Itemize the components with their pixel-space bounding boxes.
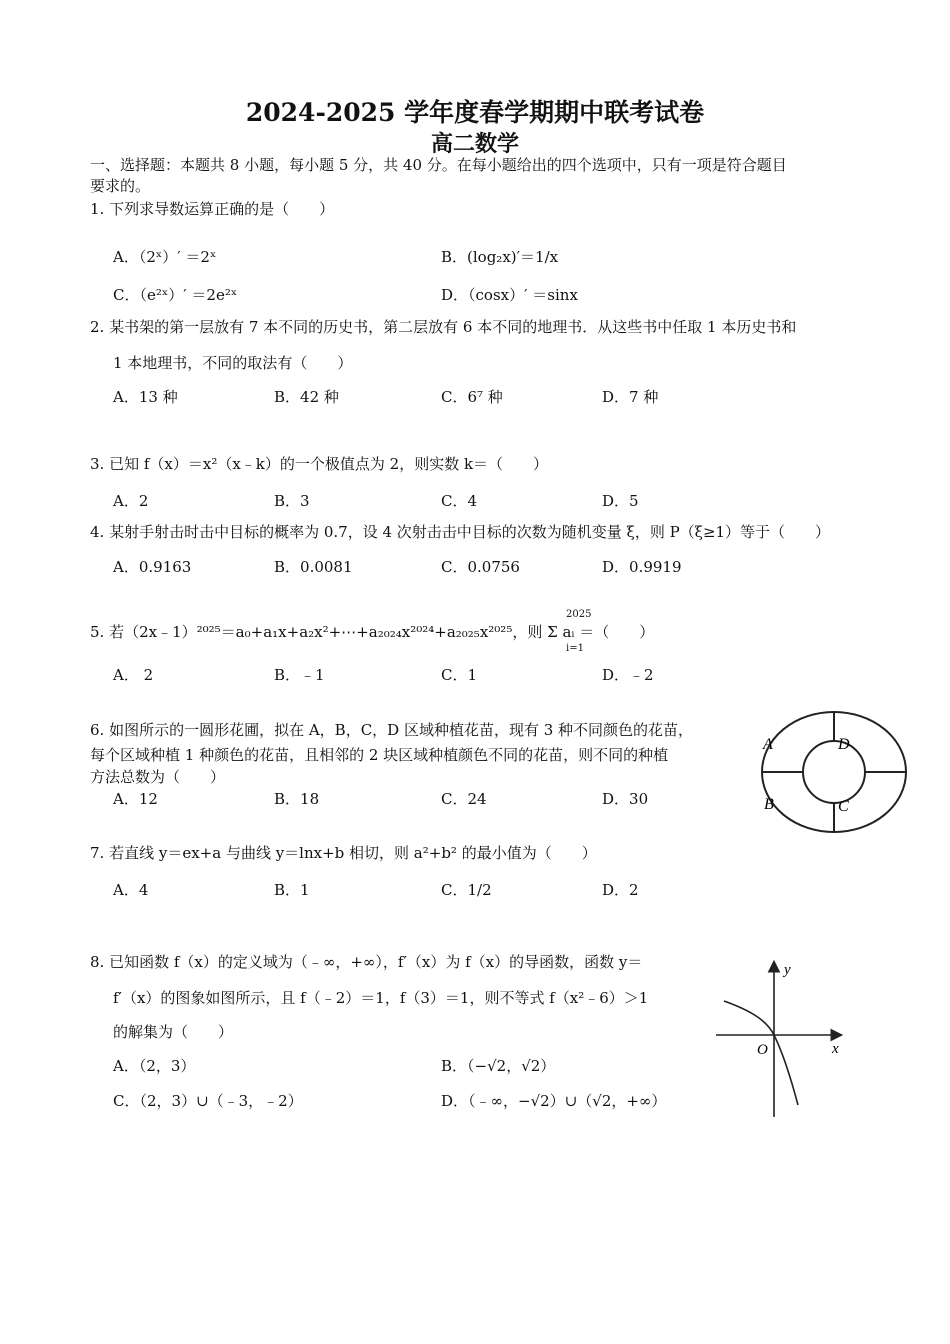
question-6-option-b: B．18 [274,790,320,808]
question-1-option-a: A．（2ˣ）′ ＝2ˣ [113,248,217,266]
region-label-c: C [838,798,849,815]
sum-upper-limit: 2025 [566,609,592,620]
question-1-option-b: B．(log₂x)′＝1/x [441,248,559,266]
section-heading-line1: 一、选择题：本题共 8 小题，每小题 5 分，共 40 分。在每小题给出的四个选项中，只有一项是符合题目 [90,156,787,174]
section-heading-line2: 要求的。 [90,177,151,195]
question-4-stem: 4. 某射手射击时击中目标的概率为 0.7，设 4 次射击击中目标的次数为随机变量 ξ，则 P（ξ≥1）等于（ ） [90,523,831,541]
question-4-option-d: D．0.9919 [602,558,682,576]
question-3-stem: 3. 已知 f（x）＝x²（x﹣k）的一个极值点为 2，则实数 k＝（ ） [90,455,549,473]
question-6-stem-line3: 方法总数为（ ） [90,768,226,786]
question-7-option-a: A．4 [113,881,149,899]
question-5-option-a: A． 2 [113,666,154,684]
question-1-option-d: D．（cosx）′ ＝sinx [441,286,578,304]
question-6-option-a: A．12 [113,790,158,808]
region-label-d: D [838,736,850,753]
question-3-option-c: C．4 [441,492,478,510]
question-6-option-d: D．30 [602,790,649,808]
question-6-stem-line2: 每个区域种植 1 种颜色的花苗，且相邻的 2 块区域种植颜色不同的花苗，则不同的种植 [90,746,669,764]
question-6-stem-line1: 6. 如图所示的一圆形花圃，拟在 A，B，C，D 区域种植花苗，现有 3 种不同颜色的花苗， [90,721,694,739]
question-1-stem: 1. 下列求导数运算正确的是（ ） [90,200,335,218]
question-2-option-c: C．6⁷ 种 [441,388,503,406]
question-4-option-a: A．0.9163 [113,558,192,576]
question-7-option-b: B．1 [274,881,310,899]
question-8-option-d: D．（﹣∞，−√2）∪（√2，+∞） [441,1092,667,1110]
question-8-option-c: C．（2，3）∪（﹣3，﹣2） [113,1092,303,1110]
question-5-stem: 5. 若（2x﹣1）²⁰²⁵＝a₀+a₁x+a₂x²+⋯+a₂₀₂₄x²⁰²⁴+a₂₀₂₅x²⁰²⁵，则 Σ aᵢ ＝（ ） [90,623,655,641]
question-1-option-c: C．（e²ˣ）′ ＝2e²ˣ [113,286,238,304]
question-4-option-b: B．0.0081 [274,558,353,576]
exam-title: 2024-2025 学年度春学期期中联考试卷 [245,98,705,127]
exam-subtitle: 高二数学 [430,131,519,157]
x-axis-label: x [832,1041,839,1057]
y-axis-label: y [784,962,791,978]
region-label-a: A [763,736,773,753]
question-7-option-c: C．1/2 [441,881,492,899]
question-8-stem-line2: f′（x）的图象如图所示，且 f（﹣2）＝1，f（3）＝1，则不等式 f（x²﹣6）＞1 [113,989,649,1007]
question-8-stem-line1: 8. 已知函数 f（x）的定义域为（﹣∞，+∞），f′（x）为 f（x）的导函数，函数 y＝ [90,953,643,971]
question-3-option-d: D．5 [602,492,639,510]
derivative-graph-figure [712,955,852,1120]
question-8-stem-line3: 的解集为（ ） [113,1023,234,1041]
question-4-option-c: C．0.0756 [441,558,520,576]
question-8-option-a: A．（2，3） [113,1057,196,1075]
question-5-option-c: C．1 [441,666,478,684]
question-5-option-d: D．﹣2 [602,666,654,684]
question-7-stem: 7. 若直线 y＝ex+a 与曲线 y＝lnx+b 相切，则 a²+b² 的最小值为（ ） [90,844,597,862]
origin-label: O [757,1042,768,1058]
inner-circle [803,741,865,803]
question-2-option-b: B．42 种 [274,388,339,406]
question-3-option-a: A．2 [113,492,149,510]
question-7-option-d: D．2 [602,881,639,899]
question-3-option-b: B．3 [274,492,310,510]
question-2-stem-line1: 2. 某书架的第一层放有 7 本不同的历史书，第二层放有 6 本不同的地理书．从这些书中任取 1 本历史书和 [90,318,797,336]
question-8-option-b: B．（−√2，√2） [441,1057,556,1075]
question-2-option-a: A．13 种 [113,388,178,406]
question-2-option-d: D．7 种 [602,388,659,406]
question-6-option-c: C．24 [441,790,487,808]
question-5-option-b: B．﹣1 [274,666,325,684]
sum-lower-limit: i=1 [566,643,584,654]
region-label-b: B [764,796,774,813]
question-2-stem-line2: 1 本地理书，不同的取法有（ ） [113,354,353,372]
flower-garden-figure [760,705,912,837]
